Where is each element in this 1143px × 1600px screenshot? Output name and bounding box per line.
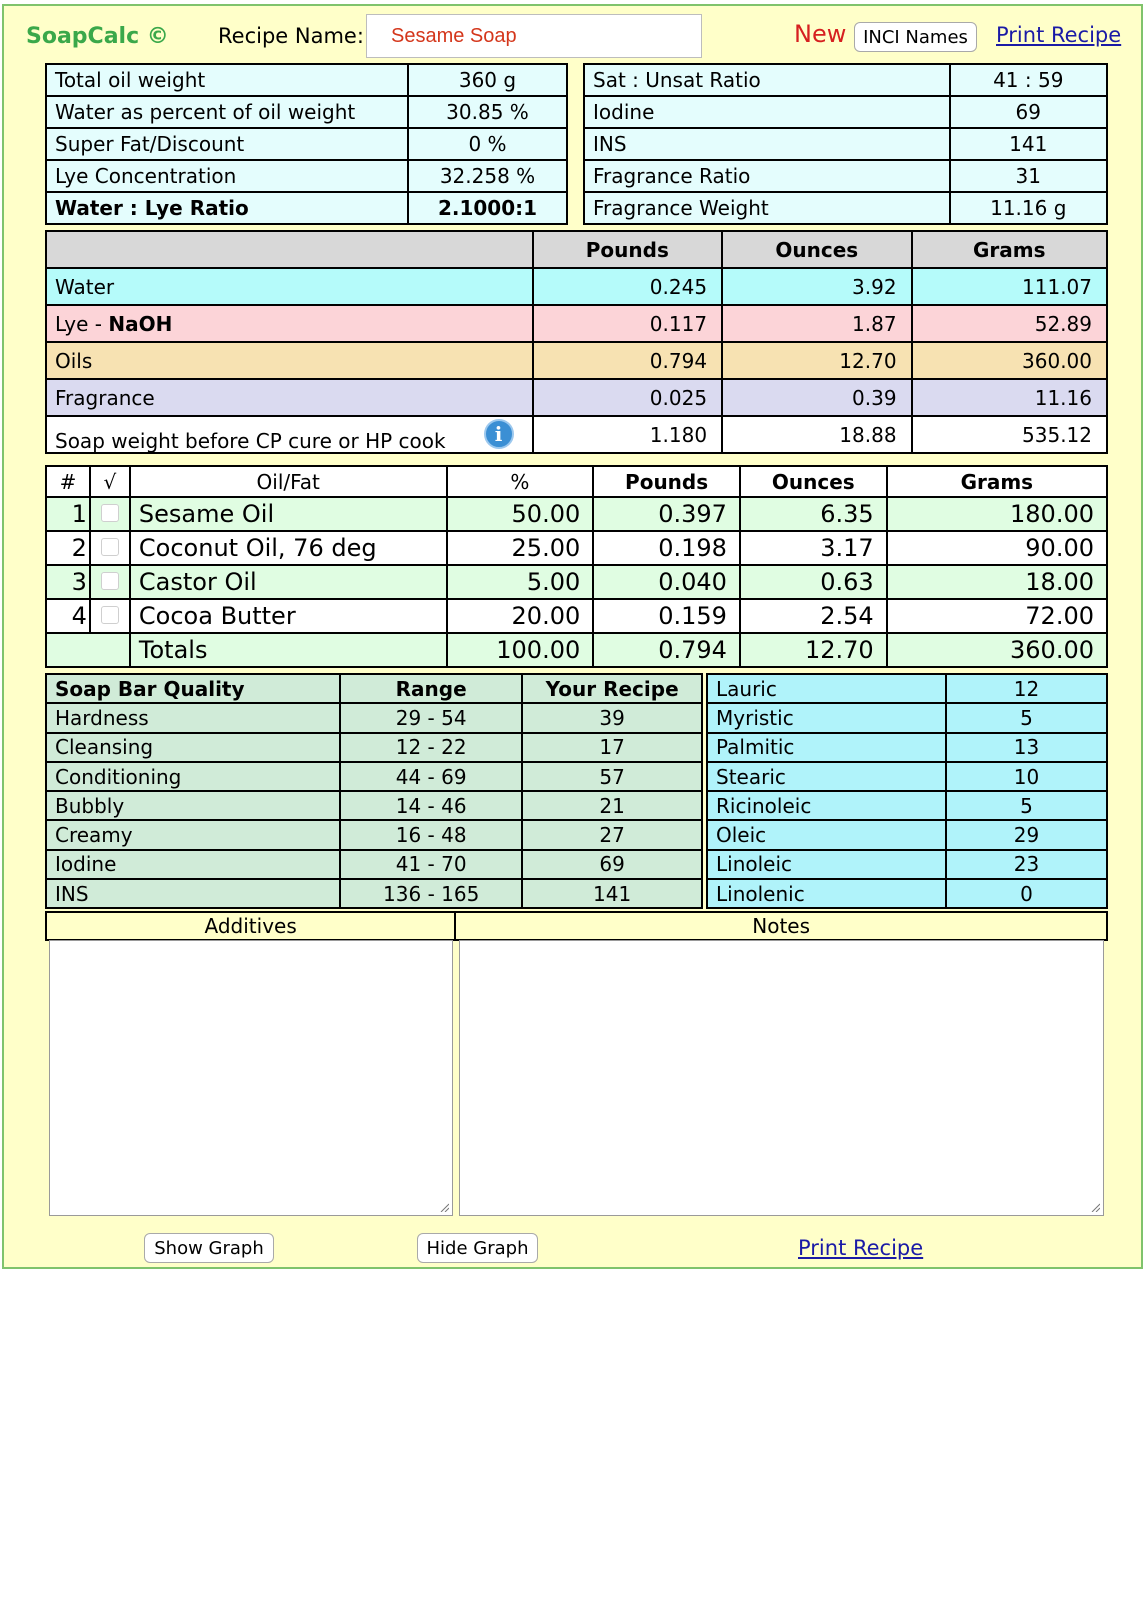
summary-row-water-lye-ratio	[46, 192, 567, 224]
quality-range: 16 - 48	[340, 820, 522, 849]
summary-value: 69	[950, 96, 1107, 128]
weights-pounds: 1.180	[533, 416, 723, 453]
oil-index: 3	[46, 565, 90, 599]
summary-row-sat-unsat	[584, 64, 1107, 96]
summary-value: 30.85 %	[408, 96, 567, 128]
quality-value: 39	[522, 703, 702, 732]
summary-right-table	[583, 63, 1108, 225]
resize-grip-icon[interactable]	[439, 1202, 449, 1212]
quality-range: 14 - 46	[340, 791, 522, 820]
oils-header-ounces: Ounces	[740, 466, 887, 497]
summary-label: Iodine	[584, 96, 950, 128]
weights-ounces: 0.39	[722, 379, 912, 416]
weights-row-oils	[46, 342, 1107, 379]
quality-range: 44 - 69	[340, 762, 522, 791]
weights-row-soap-weight	[46, 416, 1107, 453]
oil-select-cell	[90, 565, 130, 599]
quality-name: Iodine	[46, 850, 340, 879]
oils-header-check: √	[90, 466, 130, 497]
fatty-acid-value: 13	[946, 733, 1107, 762]
weights-table	[45, 230, 1108, 454]
oil-select-cell	[90, 497, 130, 531]
summary-row-oil-weight	[46, 64, 567, 96]
weights-grams: 360.00	[912, 342, 1107, 379]
quality-value: 27	[522, 820, 702, 849]
weights-label	[46, 305, 533, 342]
oils-totals-row	[46, 633, 1107, 667]
quality-name: Conditioning	[46, 762, 340, 791]
oil-grams: 72.00	[887, 599, 1107, 633]
summary-value: 141	[950, 128, 1107, 160]
summary-label: INS	[584, 128, 950, 160]
summary-value: 32.258 %	[408, 160, 567, 192]
info-icon[interactable]: i	[484, 419, 514, 449]
weights-row-water	[46, 268, 1107, 305]
quality-row	[46, 850, 702, 879]
quality-header-recipe: Your Recipe	[522, 674, 702, 703]
oils-totals-pounds: 0.794	[593, 633, 740, 667]
oils-totals-grams: 360.00	[887, 633, 1107, 667]
fatty-acid-row	[707, 733, 1107, 762]
weights-grams: 11.16	[912, 379, 1107, 416]
weights-grams: 535.12	[912, 416, 1107, 453]
weights-ounces: 12.70	[722, 342, 912, 379]
weights-header-blank	[46, 231, 533, 268]
quality-row	[46, 762, 702, 791]
summary-value: 11.16 g	[950, 192, 1107, 224]
quality-value: 69	[522, 850, 702, 879]
oil-ounces: 0.63	[740, 565, 887, 599]
fatty-acid-row	[707, 791, 1107, 820]
fatty-acid-name: Oleic	[707, 820, 946, 849]
fatty-acid-name: Linolenic	[707, 879, 946, 908]
soap-quality-table	[45, 673, 703, 909]
summary-row-fragrance-weight	[584, 192, 1107, 224]
weights-row-lye	[46, 305, 1107, 342]
quality-row	[46, 879, 702, 908]
weights-label: Oils	[46, 342, 533, 379]
oils-totals-blank	[46, 633, 130, 667]
resize-grip-icon[interactable]	[1090, 1202, 1100, 1212]
oil-pounds: 0.040	[593, 565, 740, 599]
fatty-acid-value: 5	[946, 703, 1107, 732]
weights-label-cell	[46, 416, 533, 453]
quality-name: Bubbly	[46, 791, 340, 820]
oils-header-name: Oil/Fat	[130, 466, 447, 497]
weights-header-pounds: Pounds	[533, 231, 723, 268]
oils-header-pounds: Pounds	[593, 466, 740, 497]
oil-ounces: 3.17	[740, 531, 887, 565]
quality-name: Hardness	[46, 703, 340, 732]
print-recipe-link-bottom[interactable]: Print Recipe	[798, 1236, 924, 1260]
additives-header: Additives	[46, 912, 455, 940]
new-link[interactable]: New	[794, 20, 847, 48]
oils-header-grams: Grams	[887, 466, 1107, 497]
oil-checkbox[interactable]	[101, 538, 119, 556]
fatty-acid-value: 5	[946, 791, 1107, 820]
lye-label-naoh: NaOH	[108, 311, 173, 336]
show-graph-button[interactable]: Show Graph	[144, 1233, 274, 1263]
oils-header-pct: %	[447, 466, 594, 497]
summary-row-water-percent	[46, 96, 567, 128]
fatty-acid-value: 12	[946, 674, 1107, 703]
soapcalc-page	[2, 4, 1143, 1269]
quality-row	[46, 703, 702, 732]
oil-name: Castor Oil	[130, 565, 447, 599]
oil-index: 2	[46, 531, 90, 565]
weights-ounces: 3.92	[722, 268, 912, 305]
quality-header-row	[46, 674, 702, 703]
fatty-acid-row	[707, 850, 1107, 879]
notes-header-row	[46, 912, 1107, 940]
oil-pounds: 0.397	[593, 497, 740, 531]
summary-value: 2.1000:1	[408, 192, 567, 224]
fatty-acid-name: Stearic	[707, 762, 946, 791]
summary-row-lye-concentration	[46, 160, 567, 192]
weights-pounds: 0.245	[533, 268, 723, 305]
summary-label: Fragrance Weight	[584, 192, 950, 224]
oil-select-cell	[90, 599, 130, 633]
oils-totals-pct: 100.00	[447, 633, 594, 667]
quality-range: 136 - 165	[340, 879, 522, 908]
oil-pct: 20.00	[447, 599, 594, 633]
oils-totals-label: Totals	[130, 633, 447, 667]
summary-label: Super Fat/Discount	[46, 128, 408, 160]
notes-textarea[interactable]	[459, 940, 1104, 1216]
fatty-acid-value: 29	[946, 820, 1107, 849]
fatty-acid-value: 10	[946, 762, 1107, 791]
soapcalc-logo: SoapCalc ©	[26, 24, 169, 49]
summary-row-iodine	[584, 96, 1107, 128]
oil-row	[46, 531, 1107, 565]
oil-pct: 5.00	[447, 565, 594, 599]
summary-left-table	[45, 63, 568, 225]
fatty-acid-name: Myristic	[707, 703, 946, 732]
weights-row-fragrance	[46, 379, 1107, 416]
oil-checkbox[interactable]	[101, 504, 119, 522]
oil-index: 1	[46, 497, 90, 531]
quality-value: 21	[522, 791, 702, 820]
quality-range: 41 - 70	[340, 850, 522, 879]
summary-value: 31	[950, 160, 1107, 192]
oil-checkbox[interactable]	[101, 606, 119, 624]
summary-value: 41 : 59	[950, 64, 1107, 96]
oil-grams: 90.00	[887, 531, 1107, 565]
oil-name: Cocoa Butter	[130, 599, 447, 633]
oils-header-num: #	[46, 466, 90, 497]
inci-names-button[interactable]: INCI Names	[854, 22, 977, 52]
weights-ounces: 1.87	[722, 305, 912, 342]
quality-header-range: Range	[340, 674, 522, 703]
oil-pct: 25.00	[447, 531, 594, 565]
fatty-acid-name: Lauric	[707, 674, 946, 703]
summary-label: Sat : Unsat Ratio	[584, 64, 950, 96]
oil-select-cell	[90, 531, 130, 565]
recipe-name-input[interactable]	[366, 14, 702, 58]
oil-pounds: 0.159	[593, 599, 740, 633]
weights-label: Fragrance	[46, 379, 533, 416]
weights-header-grams: Grams	[912, 231, 1107, 268]
quality-value: 17	[522, 733, 702, 762]
weights-grams: 111.07	[912, 268, 1107, 305]
additives-textarea[interactable]	[49, 940, 453, 1216]
weights-pounds: 0.794	[533, 342, 723, 379]
quality-value: 141	[522, 879, 702, 908]
lye-label-prefix: Lye -	[55, 311, 109, 336]
quality-row	[46, 820, 702, 849]
recipe-name-label: Recipe Name:	[218, 24, 364, 48]
quality-range: 12 - 22	[340, 733, 522, 762]
quality-range: 29 - 54	[340, 703, 522, 732]
quality-value: 57	[522, 762, 702, 791]
oil-grams: 180.00	[887, 497, 1107, 531]
summary-label: Water as percent of oil weight	[46, 96, 408, 128]
fatty-acid-row	[707, 879, 1107, 908]
oils-totals-ounces: 12.70	[740, 633, 887, 667]
oil-grams: 18.00	[887, 565, 1107, 599]
hide-graph-button[interactable]: Hide Graph	[417, 1233, 538, 1263]
fatty-acids-table	[706, 673, 1108, 909]
oil-row	[46, 497, 1107, 531]
oil-row	[46, 565, 1107, 599]
weights-header-ounces: Ounces	[722, 231, 912, 268]
fatty-acid-name: Linoleic	[707, 850, 946, 879]
summary-label: Water : Lye Ratio	[46, 192, 408, 224]
oil-row	[46, 599, 1107, 633]
fatty-acid-row	[707, 762, 1107, 791]
quality-row	[46, 733, 702, 762]
summary-value: 0 %	[408, 128, 567, 160]
oil-name: Coconut Oil, 76 deg	[130, 531, 447, 565]
weights-pounds: 0.025	[533, 379, 723, 416]
weights-label: Water	[46, 268, 533, 305]
fatty-acid-row	[707, 820, 1107, 849]
quality-header-name: Soap Bar Quality	[46, 674, 340, 703]
oils-header-row	[46, 466, 1107, 497]
summary-label: Fragrance Ratio	[584, 160, 950, 192]
oil-pounds: 0.198	[593, 531, 740, 565]
notes-header: Notes	[455, 912, 1107, 940]
fatty-acid-row	[707, 674, 1107, 703]
oil-ounces: 6.35	[740, 497, 887, 531]
print-recipe-link-top[interactable]: Print Recipe	[996, 23, 1122, 47]
summary-row-superfat	[46, 128, 567, 160]
quality-name: Cleansing	[46, 733, 340, 762]
oils-table	[45, 465, 1108, 668]
summary-label: Total oil weight	[46, 64, 408, 96]
weights-pounds: 0.117	[533, 305, 723, 342]
fatty-acid-name: Palmitic	[707, 733, 946, 762]
summary-row-ins	[584, 128, 1107, 160]
weights-header-row	[46, 231, 1107, 268]
oil-ounces: 2.54	[740, 599, 887, 633]
oil-index: 4	[46, 599, 90, 633]
weights-grams: 52.89	[912, 305, 1107, 342]
quality-row	[46, 791, 702, 820]
weights-ounces: 18.88	[722, 416, 912, 453]
fatty-acid-row	[707, 703, 1107, 732]
summary-row-fragrance-ratio	[584, 160, 1107, 192]
fatty-acid-name: Ricinoleic	[707, 791, 946, 820]
quality-name: Creamy	[46, 820, 340, 849]
quality-name: INS	[46, 879, 340, 908]
oil-pct: 50.00	[447, 497, 594, 531]
oil-name: Sesame Oil	[130, 497, 447, 531]
fatty-acid-value: 23	[946, 850, 1107, 879]
summary-label: Lye Concentration	[46, 160, 408, 192]
oil-checkbox[interactable]	[101, 572, 119, 590]
fatty-acid-value: 0	[946, 879, 1107, 908]
summary-value: 360 g	[408, 64, 567, 96]
weights-label: Soap weight before CP cure or HP cook	[55, 428, 446, 453]
